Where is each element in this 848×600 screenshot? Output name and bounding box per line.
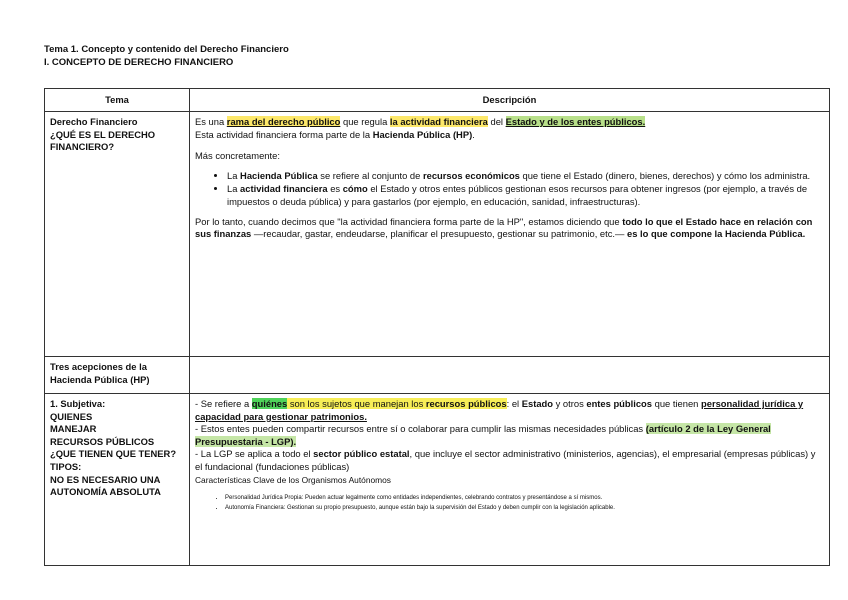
row-label-cell	[45, 112, 190, 357]
table-row	[45, 112, 830, 357]
paragraph: Más concretamente:	[195, 150, 280, 162]
paragraph: - Estos entes pueden compartir recursos entre sí o colaborar para cumplir las mismas necesidades públicas (artículo 2 de la Ley General Presupuestaria - LGP).	[195, 423, 771, 447]
list-item: • La Hacienda Pública se refiere al conjunto de recursos económicos que tiene el Estado (dinero, bienes, derechos) y cómo los administra.	[227, 170, 824, 183]
row-label-line: MANEJAR	[50, 423, 97, 435]
paragraph: Es una rama del derecho público que regula la actividad financiera del Estado y de los entes públicos.	[195, 116, 646, 127]
paragraph: - Se refiere a quiénes son los sujetos que manejan los recursos públicos: el Estado y otros entes públicos que tienen personalidad jurídica y capacidad para gestionar patrimonios.	[195, 398, 804, 422]
highlight: rama del derecho público	[226, 116, 341, 127]
highlight: Estado y de los entes públicos.	[505, 116, 646, 127]
list-item: • Autonomía Financiera: Gestionan su propio presupuesto, aunque están bajo la supervisión del Estado y deben cumplir con la legislación aplicable.	[225, 504, 824, 513]
bullet-list	[195, 170, 824, 209]
highlight: son los sujetos que manejan los	[287, 398, 426, 409]
column-header-descripcion: Descripción	[190, 89, 830, 112]
row-label-cell	[45, 394, 190, 566]
highlight: la actividad financiera	[389, 116, 488, 127]
row-description-cell	[190, 394, 830, 566]
row-label-line: NO ES NECESARIO UNA AUTONOMÍA ABSOLUTA	[50, 473, 161, 498]
highlight: (artículo 2 de la Ley General Presupuestaria - LGP).	[195, 423, 771, 447]
page-title: Tema 1. Concepto y contenido del Derecho Financiero	[44, 44, 289, 55]
row-label-question: ¿QUÉ ES EL DERECHO FINANCIERO?	[50, 128, 156, 153]
paragraph: Por lo tanto, cuando decimos que "la actividad financiera forma parte de la HP", estamos diciendo que todo lo que el Estado hace en relación con sus finanzas —recaudar, gastar, endeudarse, planificar el presupuesto, gestionar su patrimonio, etc.— es lo que compone la Hacienda Pública.	[195, 215, 813, 240]
row-label-line: QUIENES	[50, 410, 93, 422]
row-label: Tres acepciones de la Hacienda Pública (HP)	[50, 361, 150, 385]
row-description-cell	[190, 112, 830, 357]
table-row	[45, 394, 830, 566]
highlight: quiénes	[251, 398, 288, 409]
row-label-cell	[45, 357, 190, 394]
highlight: personalidad jurídica y capacidad para gestionar patrimonios.	[195, 398, 804, 422]
document-heading	[44, 44, 289, 69]
table-row	[45, 357, 830, 394]
paragraph: - La LGP se aplica a todo el sector público estatal, que incluye el sector administrativo (ministerios, agencias), el empresarial (empresas públicas) y el fundacional (fundaciones públicas)	[195, 448, 816, 472]
bullet-list	[195, 494, 824, 513]
table-header-row	[45, 89, 830, 112]
column-header-tema: Tema	[45, 89, 190, 112]
list-item: • La actividad financiera es cómo el Estado y otros entes públicos gestionan esos recursos para obtener ingresos (por ejemplo, a través de impuestos o deuda pública) y para gastarlos (por ejemplo, en educación, sanidad, infraestructuras).	[227, 183, 824, 208]
row-label-line: TIPOS:	[50, 460, 82, 472]
section-title: I. CONCEPTO DE DERECHO FINANCIERO	[44, 56, 234, 68]
row-label-line: RECURSOS PÚBLICOS	[50, 435, 155, 447]
paragraph: Características Clave de los Organismos Autónomos	[195, 474, 391, 485]
row-description-cell	[190, 357, 830, 394]
content-table	[44, 88, 830, 566]
list-item: • Personalidad Jurídica Propia: Pueden actuar legalmente como entidades independientes, celebrando contratos y presentándose a sí mismos.	[225, 494, 824, 503]
row-label-line: ¿QUE TIENEN QUE TENER?	[50, 448, 177, 460]
row-label: Derecho Financiero	[50, 116, 138, 127]
row-label: 1. Subjetiva:	[50, 398, 106, 409]
highlight: recursos públicos	[425, 398, 507, 409]
paragraph: Esta actividad financiera forma parte de la Hacienda Pública (HP).	[195, 128, 475, 140]
